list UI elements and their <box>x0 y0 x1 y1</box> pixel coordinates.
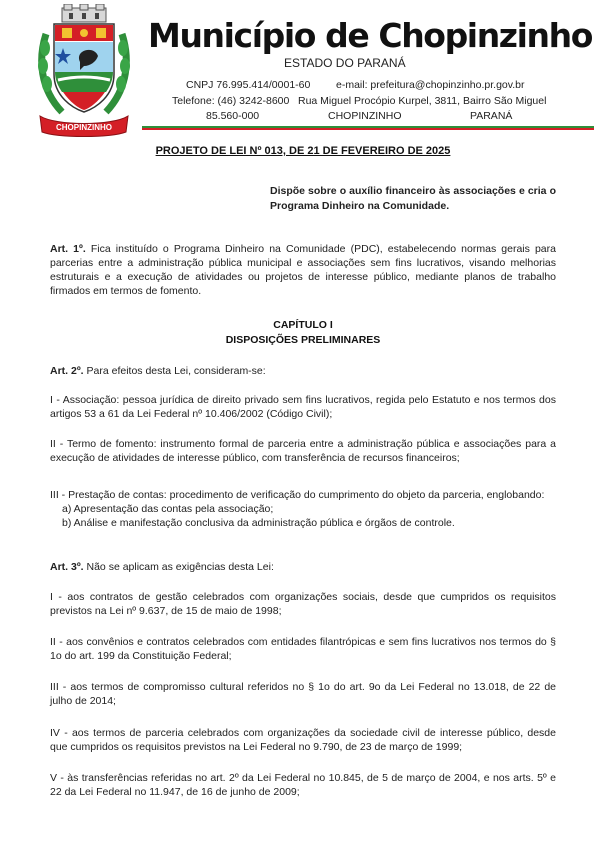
article-3-item-3 <box>50 680 556 708</box>
city: CHOPINZINHO <box>328 110 402 122</box>
article-3-label: Art. 3º. <box>50 561 84 573</box>
article-3-item-3-text: III - aos termos de compromisso cultural referidos no § 1o do art. 9o da Lei Federal no 13.018, de 22 de julho de 2014; <box>50 681 556 707</box>
address: Rua Miguel Procópio Kurpel, 3811, Bairro São Miguel <box>298 95 547 107</box>
municipal-coat-of-arms <box>36 4 132 138</box>
article-2-item-1-text: I - Associação: pessoa jurídica de direito privado sem fins lucrativos, regida pelo Estatuto e nos termos dos artigos 53 a 61 da Lei Federal nº 10.406/2002 (Código Civil); <box>50 394 556 420</box>
chapter-number: CAPÍTULO I <box>273 319 333 331</box>
article-2-item-1 <box>50 393 556 421</box>
article-2-item-3-text: III - Prestação de contas: procedimento de verificação do cumprimento do objeto da parceria, englobando: <box>50 489 545 501</box>
article-2-item-2-text: II - Termo de fomento: instrumento formal de parceria entre a administração pública e associações para a execução de atividades de interesse público, com transferência de recursos financeiros; <box>50 438 556 464</box>
article-1-text: Fica instituído o Programa Dinheiro na Comunidade (PDC), estabelecendo normas gerais para parcerias entre a administração pública municipal e associações sem fins lucrativos, visando melhorias estruturais e a execução de atividades ou projetos de interesse público, mediante planos de trabalho firmados em termos de fomento. <box>50 243 556 297</box>
article-3 <box>50 560 556 574</box>
article-2-item-3 <box>50 488 556 530</box>
state-abbrev: PARANÁ <box>470 110 513 122</box>
phone: Telefone: (46) 3242-8600 <box>172 95 290 107</box>
red-stripe <box>142 128 594 130</box>
email: e-mail: prefeitura@chopinzinho.pr.gov.br <box>336 79 525 91</box>
municipality-title: Município de Chopinzinho <box>148 16 592 55</box>
letterhead <box>0 0 600 140</box>
article-3-item-4 <box>50 726 556 754</box>
ementa: Dispõe sobre o auxílio financeiro às associações e cria o Programa Dinheiro na Comunidade. <box>270 185 556 212</box>
state-name: ESTADO DO PARANÁ <box>284 56 406 70</box>
article-3-text: Não se aplicam as exigências desta Lei: <box>83 561 274 573</box>
article-2-text: Para efeitos desta Lei, consideram-se: <box>83 365 266 377</box>
article-2-item-3a: a) Apresentação das contas pela associação; <box>62 503 274 515</box>
crest-ribbon-text: CHOPINZINHO <box>56 123 112 132</box>
article-1-label: Art. 1º. <box>50 243 86 255</box>
article-1 <box>50 242 556 298</box>
header-divider <box>142 126 594 130</box>
article-3-item-4-text: IV - aos termos de parceria celebrados com organizações da sociedade civil de interesse público, desde que cumpridos os requisitos previstos na Lei Federal no 9.790, de 23 de março de 1999; <box>50 727 556 753</box>
article-3-item-5 <box>50 771 556 799</box>
article-3-item-2-text: II - aos convênios e contratos celebrados com entidades filantrópicas e sem fins lucrativos nos termos do § 1o do art. 199 da Constituição Federal; <box>50 636 556 662</box>
article-2 <box>50 364 556 378</box>
article-3-item-1 <box>50 590 556 618</box>
cnpj: CNPJ 76.995.414/0001-60 <box>186 79 311 91</box>
article-2-item-2 <box>50 437 556 465</box>
bill-title: PROJETO DE LEI Nº 013, DE 21 DE FEVEREIRO DE 2025 <box>155 145 451 157</box>
article-3-item-2 <box>50 635 556 663</box>
article-2-item-3b: b) Análise e manifestação conclusiva da administração pública e órgãos de controle. <box>62 517 455 529</box>
article-2-label: Art. 2º. <box>50 365 84 377</box>
article-3-item-5-text: V - às transferências referidas no art. 2º da Lei Federal no 10.845, de 5 de março de 2004, e nos arts. 5º e 22 da Lei Federal no 11.947, de 16 de junho de 2009; <box>50 772 556 798</box>
chapter-name: DISPOSIÇÕES PRELIMINARES <box>225 334 381 346</box>
article-3-item-1-text: I - aos contratos de gestão celebrados com organizações sociais, desde que cumpridos os requisitos previstos na Lei nº 9.637, de 15 de maio de 1998; <box>50 591 556 617</box>
cep: 85.560-000 <box>206 110 260 122</box>
